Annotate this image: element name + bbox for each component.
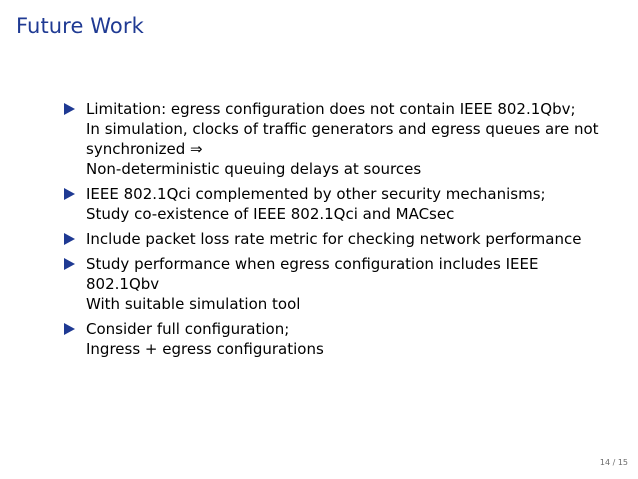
bullet-list [64,99,624,364]
bullet-line: With suitable simulation tool [86,295,301,313]
bullet-line: Consider full configuration; [86,320,290,338]
bullet-line: Study co-existence of IEEE 802.1Qci and MACsec [86,205,455,223]
page-number: 14 / 15 [599,458,628,467]
bullet-line: synchronized ⇒ [86,140,203,158]
triangle-bullet-icon [64,103,75,115]
triangle-bullet-icon [64,233,75,245]
bullet-line: IEEE 802.1Qci complemented by other security mechanisms; [86,185,546,203]
bullet-line: In simulation, clocks of traffic generators and egress queues are not [86,120,599,138]
triangle-bullet-icon [64,323,75,335]
bullet-item-security [64,184,624,224]
bullet-line: Limitation: egress configuration does not contain IEEE 802.1Qbv; [86,100,576,118]
bullet-item-full-configuration [64,319,624,359]
bullet-line: Include packet loss rate metric for checking network performance [86,230,582,248]
bullet-item-packet-loss [64,229,624,249]
bullet-line: Study performance when egress configuration includes IEEE [86,255,539,273]
triangle-bullet-icon [64,188,75,200]
bullet-line: 802.1Qbv [86,275,160,293]
slide-title: Future Work [16,14,144,38]
bullet-item-limitation [64,99,624,179]
bullet-line: Non-deterministic queuing delays at sources [86,160,422,178]
bullet-item-qbv-performance [64,254,624,314]
triangle-bullet-icon [64,258,75,270]
bullet-line: Ingress + egress configurations [86,340,324,358]
